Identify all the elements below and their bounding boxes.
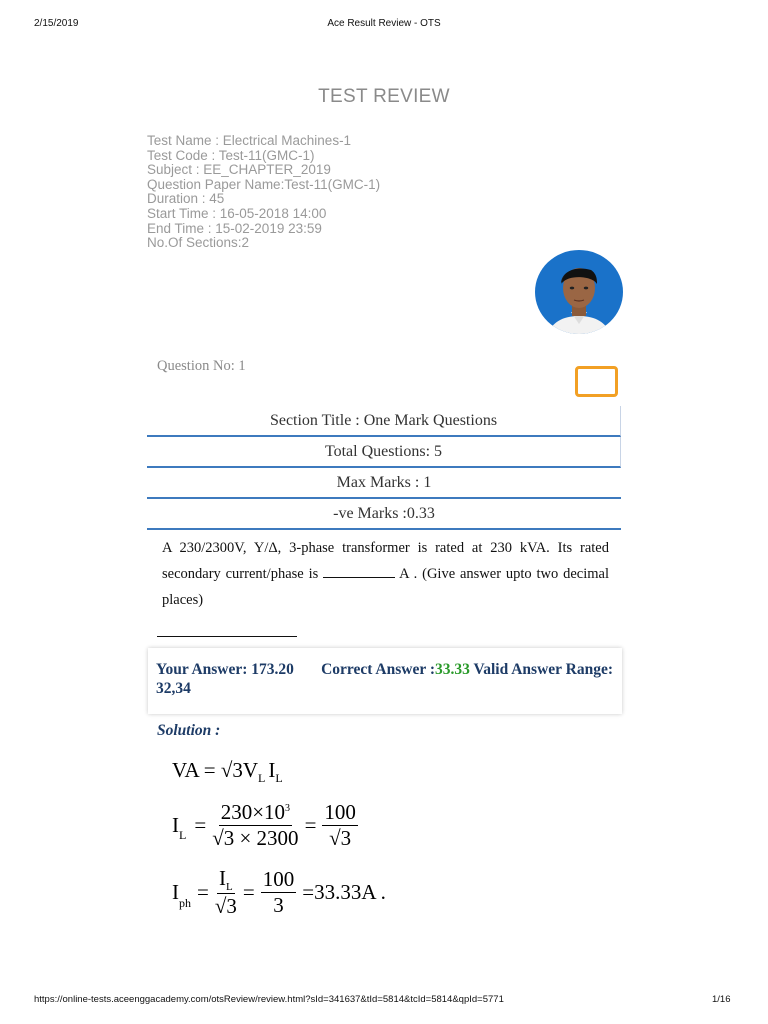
eq2-i: I (172, 813, 179, 837)
eq2-numerator-2: 100 (324, 800, 356, 824)
eq3-result: 33.33A . (314, 880, 386, 905)
question-paper-name: Question Paper Name:Test-11(GMC-1) (147, 176, 381, 192)
your-answer: Your Answer: 173.20 (156, 661, 294, 678)
eq2-numerator: 230×10 (220, 800, 286, 824)
eq3-numerator-2: 100 (262, 867, 295, 892)
solution-title: Solution : (157, 722, 221, 739)
eq3-sub: ph (179, 896, 191, 911)
eq3-denominator-2: 3 (273, 893, 284, 918)
test-code: Test Code : Test-11(GMC-1) (147, 147, 315, 163)
max-marks: Max Marks : 1 (147, 468, 621, 499)
eq1-rhs: √3V (220, 758, 259, 782)
eq1-i-sub: L (275, 771, 283, 786)
test-start-time: Start Time : 16-05-2018 14:00 (147, 205, 327, 221)
number-of-sections: No.Of Sections:2 (147, 235, 250, 251)
solution-equation-2: I $_L$ = $\frac{230\times 10^3}{√3 \times 2300}$ = $\frac{100}{√3}$ (172, 800, 356, 850)
section-title: Section Title : One Mark Questions (147, 406, 621, 437)
eq3-denominator-1: √3 (214, 894, 237, 919)
question-text-part2: A . (Give answer upto two decimal places) (162, 566, 609, 608)
eq1-lhs: VA (172, 758, 199, 782)
valid-answer-range: Valid Answer Range: 32,34 (156, 661, 613, 697)
eq2-exponent: 3 (285, 803, 291, 814)
test-name: Test Name : Electrical Machines-1 (147, 133, 352, 148)
eq3-numerator-1: I (218, 866, 226, 890)
correct-answer-value: 33.33 (434, 661, 470, 678)
eq2-sub: L (179, 828, 187, 842)
print-page-count: 1/16 (712, 994, 731, 1005)
print-url: https://online-tests.aceenggacademy.com/otsReview/review.html?sId=341637&tId=5814&tcId=5814&qpId=5771 (34, 994, 504, 1005)
test-info (147, 134, 380, 251)
print-page-title: Ace Result Review - OTS (327, 18, 441, 29)
page-title: TEST REVIEW (318, 86, 450, 107)
answer-line (157, 636, 297, 637)
test-end-time: End Time : 15-02-2019 23:59 (147, 220, 322, 236)
section-info-table (147, 406, 621, 530)
answer-blank (323, 565, 395, 578)
test-subject: Subject : EE_CHAPTER_2019 (147, 162, 331, 178)
eq3-numerator-1-sub: L (225, 881, 233, 894)
eq1-i: I (268, 758, 276, 782)
answer-summary (156, 660, 616, 698)
eq2-denominator-2: √3 (329, 826, 352, 850)
eq3-i: I (172, 880, 179, 905)
eq1-sub-l: L (258, 771, 266, 786)
total-questions: Total Questions: 5 (147, 437, 621, 468)
student-photo-avatar (535, 250, 623, 346)
print-date: 2/15/2019 (34, 18, 79, 29)
correct-answer-label: Correct Answer : (321, 661, 435, 678)
solution-equation-1: VA = $√3V_L$ $I_L$ (172, 758, 283, 786)
negative-marks: -ve Marks :0.33 (147, 499, 621, 530)
question-text (162, 535, 609, 613)
test-duration: Duration : 45 (147, 191, 225, 207)
question-number: Question No: 1 (157, 358, 246, 374)
question-mark-box[interactable] (575, 366, 618, 397)
answer-card (148, 648, 622, 714)
eq2-denominator: √3 × 2300 (212, 826, 299, 850)
question-text-part1: A 230/2300V, Y/Δ, 3-phase transformer is rated at 230 kVA. Its rated secondary current/phase is (162, 540, 609, 582)
solution-equation-3: I $_{ph}$ = $\frac{I_L}{√3}$ = $\frac{100}{3}$ = 33.33A . (172, 866, 386, 919)
